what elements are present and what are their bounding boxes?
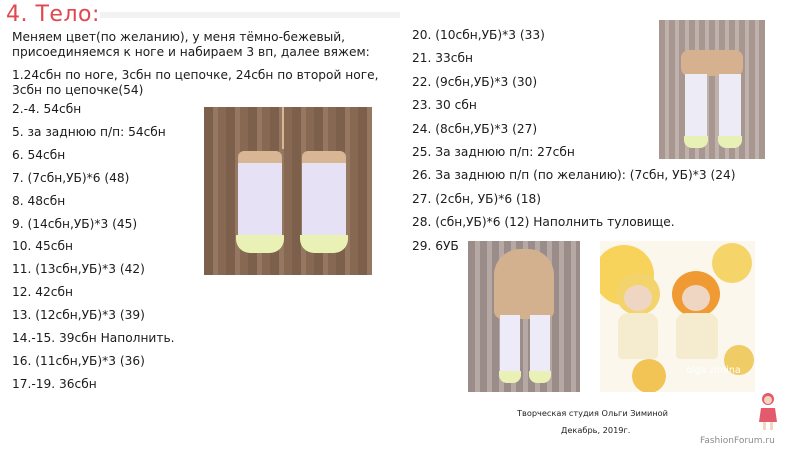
photo-legs-thread xyxy=(204,107,372,275)
row-text: 8. 48сбн xyxy=(12,193,66,208)
photo-finished-dolls xyxy=(600,241,755,392)
doll-dress xyxy=(618,313,658,359)
rows-left-column xyxy=(12,102,212,402)
wood-background xyxy=(659,20,765,159)
row-text: 29. 6УБ xyxy=(412,238,459,253)
title-rule xyxy=(100,12,400,18)
photo-legs-body-top xyxy=(659,20,765,159)
studio-caption: Творческая студия Ольги Зиминой xyxy=(517,408,669,418)
intro-text: Меняем цвет(по желанию), у меня тёмно-бежевый, присоединяемся к ноге и набираем 3 вп, далее вяжем: xyxy=(12,30,370,59)
photo-body-finished xyxy=(468,241,580,392)
row-text: 11. (13сбн,УБ)*3 (42) xyxy=(12,262,145,277)
crochet-leg-left xyxy=(500,315,520,373)
row-text: 13. (12сбн,УБ)*3 (39) xyxy=(12,308,145,323)
crochet-leg-right xyxy=(302,151,346,255)
row-text: 12. 42сбн xyxy=(12,285,73,300)
doll-icon xyxy=(757,392,779,432)
row-1-text: 1.24сбн по ноге, 3сбн по цепочке, 24сбн по второй ноге, 3сбн по цепочке(54) xyxy=(12,68,379,97)
row-text: 21. 33сбн xyxy=(412,51,473,66)
crochet-body xyxy=(681,50,743,76)
row-text: 17.-19. 36сбн xyxy=(12,376,97,391)
row-text: 5. за заднюю п/п: 54сбн xyxy=(12,124,166,139)
row-text: 23. 30 сбн xyxy=(412,98,477,113)
row-text: 10. 45сбн xyxy=(12,239,73,254)
row-text: 2.-4. 54сбн xyxy=(12,102,82,116)
row-text: 20. (10сбн,УБ)*3 (33) xyxy=(412,28,545,42)
row-text: 14.-15. 39сбн Наполнить. xyxy=(12,331,175,345)
row-text: 26. За заднюю п/п (по желанию): (7сбн, УБ)*3 (24) xyxy=(412,168,736,183)
crochet-leg-right xyxy=(530,315,550,373)
row-text: 28. (сбн,УБ)*6 (12) Наполнить туловище. xyxy=(412,215,675,230)
row-text: 24. (8сбн,УБ)*3 (27) xyxy=(412,121,538,136)
site-watermark: FashionForum.ru xyxy=(700,436,775,446)
row-text: 9. (14сбн,УБ)*3 (45) xyxy=(12,216,138,231)
row-text: 16. (11сбн,УБ)*3 (36) xyxy=(12,353,145,368)
photo-signature: olga zimina xyxy=(686,365,741,376)
wood-background xyxy=(204,107,372,275)
yarn-thread xyxy=(282,107,284,149)
row-text: 7. (7сбн,УБ)*6 (48) xyxy=(12,170,130,185)
row-text: 27. (2сбн, УБ)*6 (18) xyxy=(412,191,541,206)
row-text: 25. За заднюю п/п: 27сбн xyxy=(412,145,575,159)
crochet-leg-right xyxy=(719,74,741,138)
crochet-body xyxy=(494,249,554,319)
crochet-leg-left xyxy=(685,74,707,138)
row-text: 22. (9сбн,УБ)*3 (30) xyxy=(412,74,538,89)
section-title: 4. Тело: xyxy=(6,2,100,27)
row-text: 6. 54сбн xyxy=(12,147,66,162)
date-caption: Декабрь, 2019г. xyxy=(561,425,631,435)
doll-dress xyxy=(676,313,718,359)
crochet-leg-left xyxy=(238,151,282,255)
